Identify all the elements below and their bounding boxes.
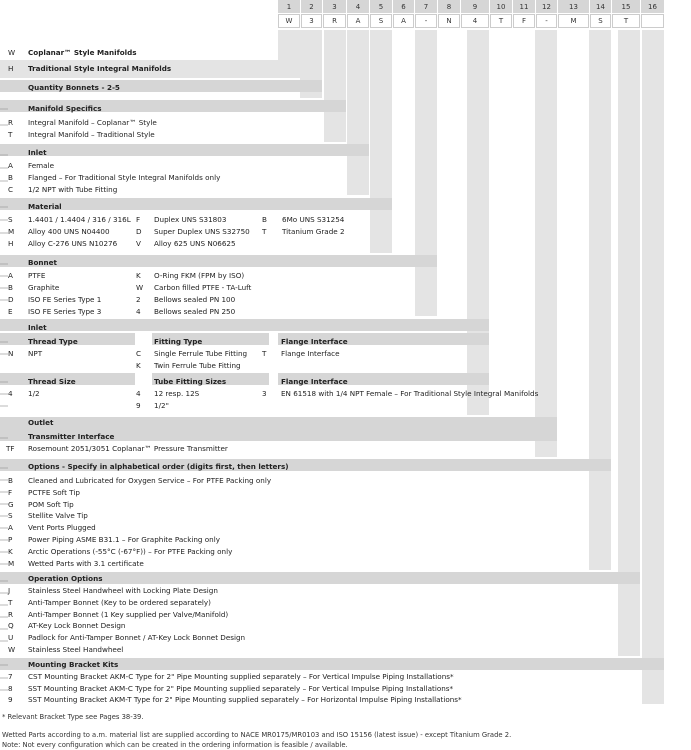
option-code: 9 <box>8 695 13 704</box>
option-code: T <box>8 130 13 139</box>
option-code: 4 <box>136 307 141 316</box>
option-code: B <box>8 283 13 292</box>
option-label: 6Mo UNS S31254 <box>282 215 345 224</box>
option-label: Alloy 400 UNS N04400 <box>28 227 110 236</box>
code-H: H <box>8 64 14 73</box>
example-code-value: S <box>370 14 392 28</box>
manifold-specifics-heading: Manifold Specifics <box>28 104 102 113</box>
option-label: Duplex UNS S31803 <box>154 215 227 224</box>
quantity-bonnets-heading: Quantity Bonnets - 2-5 <box>28 83 120 92</box>
option-code: W <box>8 645 16 654</box>
example-code-value: R <box>323 14 346 28</box>
option-code: R <box>8 118 13 127</box>
option-label: Integral Manifold – Traditional Style <box>28 130 155 139</box>
option-label: ISO FE Series Type 1 <box>28 295 102 304</box>
example-code-value: A <box>347 14 369 28</box>
section-band <box>0 319 489 331</box>
option-label: EN 61518 with 1/4 NPT Female – For Traditional Style Integral Manifolds <box>281 389 539 398</box>
option-label: Flange Interface <box>281 349 340 358</box>
example-code-value <box>641 14 664 28</box>
traditional-manifold-label: Traditional Style Integral Manifolds <box>28 64 172 73</box>
example-code-value: 4 <box>461 14 489 28</box>
option-label: Bellows sealed PN 250 <box>154 307 236 316</box>
section-band <box>0 417 557 429</box>
option-code: S <box>8 511 13 521</box>
option-code: 4 <box>8 389 13 398</box>
position-number: 5 <box>370 0 392 13</box>
option-label: Padlock for Anti-Tamper Bonnet / AT-Key Lock Bonnet Design <box>28 633 246 643</box>
option-label: Female <box>28 161 54 170</box>
option-code: H <box>8 239 14 248</box>
option-label: Anti-Tamper Bonnet (1 Key supplied per Valve/Manifold) <box>28 609 229 619</box>
footnote-bracket: * Relevant Bracket Type see Pages 38-39. <box>2 713 144 721</box>
option-code: N <box>8 349 14 358</box>
option-code: D <box>8 295 14 304</box>
tube-fitting-sizes-heading: Tube Fitting Sizes <box>154 377 227 386</box>
code-W: W <box>8 48 16 57</box>
fitting-type-heading: Fitting Type <box>154 337 203 346</box>
thread-size-heading: Thread Size <box>28 377 76 386</box>
mounting-bracket-heading: Mounting Bracket Kits <box>28 660 119 669</box>
option-code: B <box>8 173 13 182</box>
option-code: K <box>136 271 141 280</box>
option-code: D <box>136 227 142 236</box>
example-code-value: S <box>590 14 611 28</box>
option-code: B <box>262 215 267 224</box>
column-stem <box>618 30 640 656</box>
option-label: Wetted Parts with 3.1 certificate <box>28 558 144 568</box>
option-code: J <box>8 586 11 595</box>
option-code: F <box>8 487 13 497</box>
column-stem <box>370 30 392 253</box>
option-label: CST Mounting Bracket AKM-C Type for 2" Pipe Mounting supplied separately – For Vertical Impulse Piping Installations* <box>28 672 454 681</box>
example-code-value: M <box>558 14 589 28</box>
position-number: 15 <box>612 0 640 13</box>
flange-interface-heading: Flange Interface <box>281 337 348 346</box>
column-stem <box>467 30 489 415</box>
bonnet-heading: Bonnet <box>28 258 57 267</box>
option-label: Rosemount 2051/3051 Coplanar™ Pressure Transmitter <box>28 444 228 453</box>
position-number: 8 <box>438 0 460 13</box>
footnote-wetted: Wetted Parts according to a.m. material list are supplied according to NACE MR0175/MR0103 and ISO 15156 (latest issue) - except Titanium Grade 2. <box>2 731 512 739</box>
option-code: F <box>136 215 141 224</box>
option-code: Q <box>8 621 14 631</box>
outlet-heading: Outlet <box>28 418 54 427</box>
option-code: 9 <box>136 401 141 410</box>
option-code: B <box>8 476 13 485</box>
column-stem <box>347 30 369 195</box>
option-label: Flanged – For Traditional Style Integral Manifolds only <box>28 173 221 182</box>
transmitter-interface-heading: Transmitter Interface <box>28 432 115 441</box>
position-number: 14 <box>590 0 611 13</box>
position-number: 10 <box>490 0 512 13</box>
example-code-value: - <box>415 14 437 28</box>
option-label: PTFE <box>28 271 46 280</box>
example-code-value: T <box>612 14 640 28</box>
option-code: 2 <box>136 295 141 304</box>
position-number: 1 <box>278 0 300 13</box>
option-label: SST Mounting Bracket AKM-C Type for 2" Pipe Mounting supplied separately – For Vertical Impulse Piping Installations* <box>28 683 454 693</box>
option-label: Titanium Grade 2 <box>282 227 345 236</box>
option-label: Anti-Tamper Bonnet (Key to be ordered separately) <box>28 597 211 607</box>
option-code: A <box>8 161 13 170</box>
example-code-value: 3 <box>301 14 322 28</box>
column-stem <box>415 30 437 316</box>
position-number: 4 <box>347 0 369 13</box>
option-code: A <box>8 523 13 533</box>
inlet-heading: Inlet <box>28 148 47 157</box>
option-label: 1.4401 / 1.4404 / 316 / 316L <box>28 215 131 224</box>
position-number: 12 <box>536 0 557 13</box>
example-code-value: N <box>438 14 460 28</box>
option-label: Alloy C-276 UNS N10276 <box>28 239 118 248</box>
option-label: Alloy 625 UNS N06625 <box>154 239 236 248</box>
option-label: Carbon filled PTFE - TA-Luft <box>154 283 252 292</box>
options-heading: Options - Specify in alphabetical order (digits first, then letters) <box>28 462 289 471</box>
section-band <box>0 255 437 267</box>
section-band <box>0 144 369 156</box>
example-code-value: - <box>536 14 557 28</box>
column-stem <box>642 30 664 704</box>
position-number: 16 <box>641 0 664 13</box>
example-code-value: F <box>513 14 535 28</box>
option-label: Stainless Steel Handwheel <box>28 645 124 654</box>
option-code: M <box>8 558 15 568</box>
option-code: 4 <box>136 389 141 398</box>
option-code: T <box>262 227 267 236</box>
column-stem <box>324 30 346 142</box>
option-label: Stainless Steel Handwheel with Locking Plate Design <box>28 586 218 595</box>
option-label: Single Ferrule Tube Fitting <box>154 349 248 358</box>
option-label: 1/2" <box>154 401 169 410</box>
option-label: NPT <box>28 349 43 358</box>
option-code: V <box>136 239 141 248</box>
option-code: K <box>8 546 13 556</box>
option-code: S <box>8 215 13 224</box>
position-number: 6 <box>393 0 414 13</box>
option-label: 1/2 NPT with Tube Fitting <box>28 185 118 194</box>
option-code: W <box>136 283 144 292</box>
option-code: 8 <box>8 683 13 693</box>
option-code: 7 <box>8 672 13 681</box>
option-code: G <box>8 499 14 509</box>
footnote-note: Note: Not every configuration which can be created in the ordering information is feasible / available. <box>2 741 348 749</box>
option-code: A <box>8 271 13 280</box>
option-code: U <box>8 633 14 643</box>
inlet2-heading: Inlet <box>28 323 47 332</box>
position-number: 13 <box>558 0 589 13</box>
option-code: T <box>262 349 267 358</box>
option-label: Graphite <box>28 283 60 292</box>
option-label: Arctic Operations (-55°C (-67°F)) – For PTFE Packing only <box>28 546 233 556</box>
option-code: R <box>8 609 13 619</box>
option-code: K <box>136 361 141 370</box>
example-code-value: W <box>278 14 300 28</box>
option-code: M <box>8 227 15 236</box>
option-code: 3 <box>262 389 267 398</box>
option-label: PCTFE Soft Tip <box>28 487 80 497</box>
material-heading: Material <box>28 202 62 211</box>
position-number: 9 <box>461 0 489 13</box>
option-code: T <box>8 597 13 607</box>
position-number: 2 <box>301 0 322 13</box>
option-label: 12 resp. 12S <box>154 389 200 398</box>
column-stem <box>589 30 611 570</box>
option-label: Stellite Valve Tip <box>28 511 88 521</box>
option-label: SST Mounting Bracket AKM-T Type for 2" Pipe Mounting supplied separately – For Horizontal Impulse Piping Installations* <box>28 695 462 704</box>
example-code-value: T <box>490 14 512 28</box>
position-number: 3 <box>323 0 346 13</box>
position-number: 7 <box>415 0 437 13</box>
option-label: AT-Key Lock Bonnet Design <box>28 621 126 631</box>
operation-options-heading: Operation Options <box>28 574 103 583</box>
option-label: ISO FE Series Type 3 <box>28 307 102 316</box>
option-label: Integral Manifold – Coplanar™ Style <box>28 118 157 127</box>
option-label: Bellows sealed PN 100 <box>154 295 236 304</box>
option-label: Vent Ports Plugged <box>28 523 96 533</box>
option-label: O-Ring FKM (FPM by ISO) <box>154 271 245 280</box>
option-label: Cleaned and Lubricated for Oxygen Service – For PTFE Packing only <box>28 476 272 485</box>
option-code: P <box>8 535 13 544</box>
position-number: 11 <box>513 0 535 13</box>
option-label: Power Piping ASME B31.1 – For Graphite Packing only <box>28 535 220 544</box>
option-label: 1/2 <box>28 389 40 398</box>
option-code: TF <box>6 444 15 453</box>
option-label: POM Soft Tip <box>28 499 74 509</box>
thread-type-heading: Thread Type <box>28 337 78 346</box>
option-code: C <box>136 349 142 358</box>
option-code: E <box>8 307 13 316</box>
option-code: C <box>8 185 14 194</box>
option-label: Twin Ferrule Tube Fitting <box>154 361 241 370</box>
option-label: Super Duplex UNS S32750 <box>154 227 250 236</box>
flange-interface2-heading: Flange Interface <box>281 377 348 386</box>
example-code-value: A <box>393 14 414 28</box>
coplanar-manifold-label: Coplanar™ Style Manifolds <box>28 48 137 57</box>
